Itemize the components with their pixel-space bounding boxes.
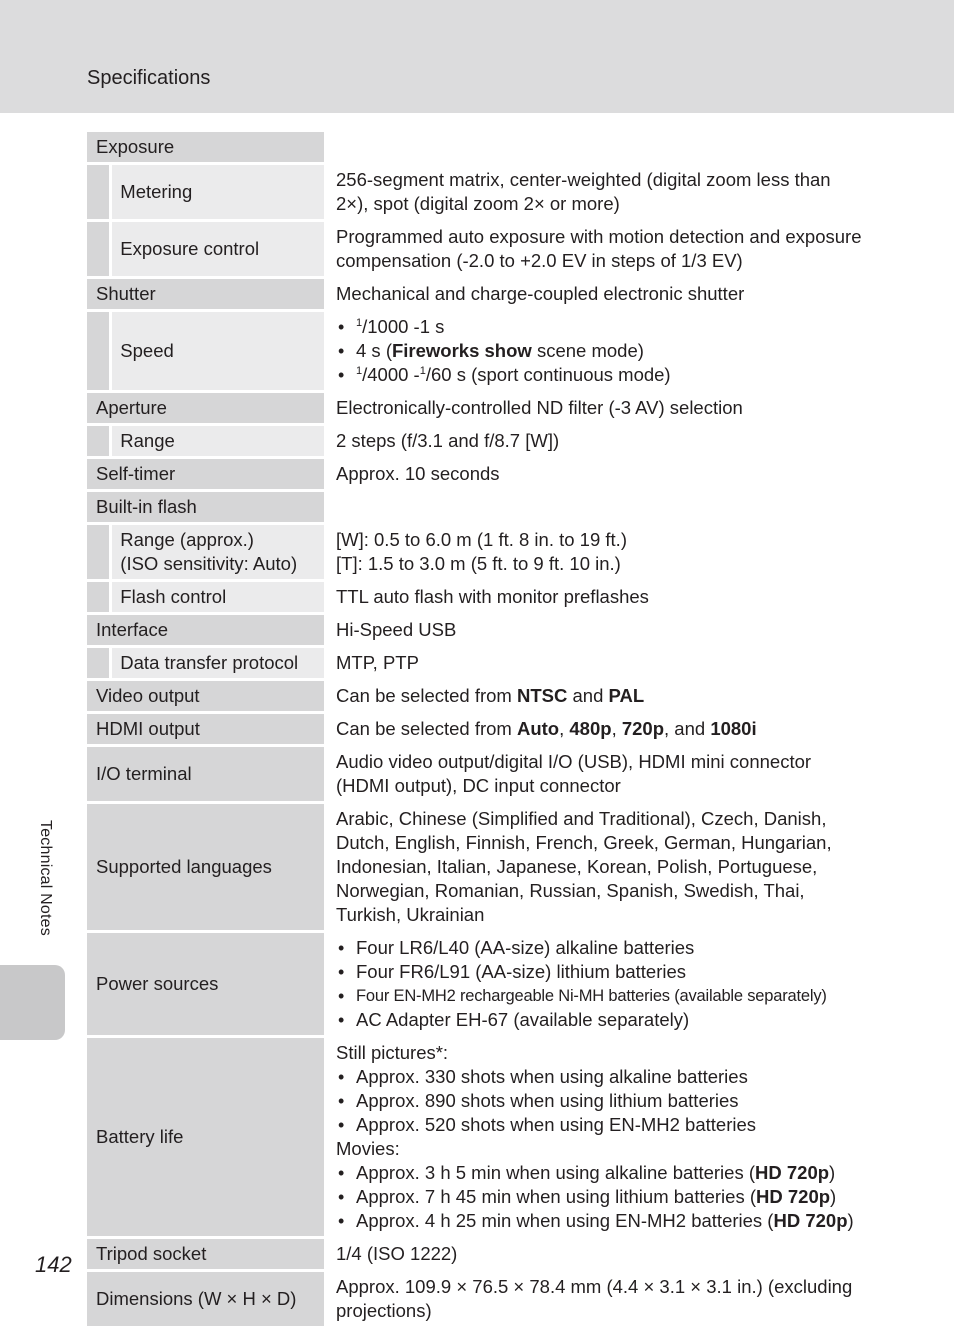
spec-sublabel: Range (approx.) (ISO sensitivity: Auto) — [109, 525, 324, 579]
spec-value — [324, 312, 867, 390]
power-list — [336, 936, 867, 1032]
spec-row-self-timer — [87, 459, 867, 489]
spec-sublabel: Speed — [109, 312, 324, 390]
spec-sublabel: Metering — [109, 165, 324, 219]
spec-value: Arabic, Chinese (Simplified and Traditional), Czech, Danish, Dutch, English, Finnish, French, Greek, German, Hungarian, Indonesian, Italian, Japanese, Korean, Polish, Portuguese, Norwegian, Romanian, Russian, Spanish, Swedish, Thai, Turkish, Ukrainian — [324, 804, 867, 930]
list-item: • Four FR6/L91 (AA-size) lithium batteries — [336, 960, 867, 984]
list-item: • Four LR6/L40 (AA-size) alkaline batteries — [336, 936, 867, 960]
indent-bar — [87, 222, 109, 276]
list-item: • Approx. 520 shots when using EN-MH2 batteries — [336, 1113, 867, 1137]
spec-label: Battery life — [87, 1038, 324, 1236]
spec-value: Can be selected from NTSC and PAL — [324, 681, 867, 711]
spec-row-aperture — [87, 393, 867, 423]
speed-list — [336, 315, 867, 387]
list-item: • $^1$/4000 -$^1$/60 s (sport continuous mode) — [336, 363, 867, 387]
indent-bar — [87, 426, 109, 456]
indent-bar — [87, 312, 109, 390]
spec-value: Programmed auto exposure with motion detection and exposure compensation (-2.0 to +2.0 EV in steps of 1/3 EV) — [324, 222, 867, 276]
movies-heading: Movies: — [336, 1138, 400, 1159]
list-item: • Four EN-MH2 rechargeable Ni-MH batteries (available separately) — [336, 984, 867, 1008]
spec-row-interface — [87, 615, 867, 645]
spec-value: 1/4 (ISO 1222) — [324, 1239, 867, 1269]
spec-value: Can be selected from Auto, 480p, 720p, and 1080i — [324, 714, 867, 744]
spec-row-io-terminal — [87, 747, 867, 801]
specifications-table — [87, 129, 867, 1329]
spec-label: Tripod socket — [87, 1239, 324, 1269]
spec-value: Mechanical and charge-coupled electronic shutter — [324, 279, 867, 309]
spec-value: Approx. 10 seconds — [324, 459, 867, 489]
still-heading: Still pictures*: — [336, 1042, 449, 1063]
spec-value: MTP, PTP — [324, 648, 867, 678]
spec-value: [W]: 0.5 to 6.0 m (1 ft. 8 in. to 19 ft.) [T]: 1.5 to 3.0 m (5 ft. to 9 ft. 10 in.) — [324, 525, 867, 579]
page-number: 142 — [35, 1252, 72, 1277]
spec-label: Exposure — [87, 132, 324, 162]
spec-sublabel: Data transfer protocol — [109, 648, 324, 678]
spec-label: Shutter — [87, 279, 324, 309]
spec-row-exposure — [87, 132, 867, 162]
spec-label: Aperture — [87, 393, 324, 423]
list-item: • Approx. 4 h 25 min when using EN-MH2 batteries (HD 720p) — [336, 1209, 867, 1233]
spec-label: Video output — [87, 681, 324, 711]
indent-bar — [87, 525, 109, 579]
list-item: • AC Adapter EH-67 (available separately) — [336, 1008, 867, 1032]
spec-row-speed — [87, 312, 867, 390]
still-list — [336, 1065, 867, 1137]
spec-value — [324, 1038, 867, 1236]
spec-row-aperture-range — [87, 426, 867, 456]
spec-value: 256-segment matrix, center-weighted (digital zoom less than 2×), spot (digital zoom 2× or more) — [324, 165, 867, 219]
spec-row-power-sources — [87, 933, 867, 1035]
spec-label: Self-timer — [87, 459, 324, 489]
spec-row-dimensions — [87, 1272, 867, 1326]
indent-bar — [87, 582, 109, 612]
list-item: • $^1$/1000 -1 s — [336, 315, 867, 339]
spec-value: Audio video output/digital I/O (USB), HDMI mini connector (HDMI output), DC input connector — [324, 747, 867, 801]
list-item: • Approx. 7 h 45 min when using lithium batteries (HD 720p) — [336, 1185, 867, 1209]
spec-row-hdmi-output — [87, 714, 867, 744]
spec-sublabel: Range — [109, 426, 324, 456]
spec-label: Built-in flash — [87, 492, 324, 522]
section-side-tab — [0, 965, 65, 1040]
spec-value: Electronically-controlled ND filter (-3 AV) selection — [324, 393, 867, 423]
spec-value: TTL auto flash with monitor preflashes — [324, 582, 867, 612]
spec-row-video-output — [87, 681, 867, 711]
spec-row-battery-life — [87, 1038, 867, 1236]
spec-row-tripod-socket — [87, 1239, 867, 1269]
spec-label: HDMI output — [87, 714, 324, 744]
spec-label: Dimensions (W × H × D) — [87, 1272, 324, 1326]
spec-row-flash — [87, 492, 867, 522]
spec-value: Approx. 109.9 × 76.5 × 78.4 mm (4.4 × 3.1 × 3.1 in.) (excluding projections) — [324, 1272, 867, 1326]
page-title: Specifications — [87, 67, 211, 89]
spec-row-transfer-protocol — [87, 648, 867, 678]
spec-label: I/O terminal — [87, 747, 324, 801]
spec-row-exposure-control — [87, 222, 867, 276]
spec-sublabel: Exposure control — [109, 222, 324, 276]
spec-value — [324, 933, 867, 1035]
spec-sublabel: Flash control — [109, 582, 324, 612]
spec-label: Power sources — [87, 933, 324, 1035]
spec-row-metering — [87, 165, 867, 219]
list-item: • 4 s (Fireworks show scene mode) — [336, 339, 867, 363]
spec-label: Supported languages — [87, 804, 324, 930]
section-side-label: Technical Notes — [37, 820, 54, 936]
spec-label: Interface — [87, 615, 324, 645]
spec-row-flash-control — [87, 582, 867, 612]
spec-row-shutter — [87, 279, 867, 309]
spec-value — [324, 492, 867, 522]
spec-value: Hi-Speed USB — [324, 615, 867, 645]
spec-row-flash-range — [87, 525, 867, 579]
list-item: • Approx. 890 shots when using lithium batteries — [336, 1089, 867, 1113]
list-item: • Approx. 3 h 5 min when using alkaline batteries (HD 720p) — [336, 1161, 867, 1185]
indent-bar — [87, 648, 109, 678]
spec-value: 2 steps (f/3.1 and f/8.7 [W]) — [324, 426, 867, 456]
movie-list — [336, 1161, 867, 1233]
list-item: • Approx. 330 shots when using alkaline batteries — [336, 1065, 867, 1089]
header-band — [0, 0, 954, 113]
spec-value — [324, 132, 867, 162]
spec-row-languages — [87, 804, 867, 930]
indent-bar — [87, 165, 109, 219]
